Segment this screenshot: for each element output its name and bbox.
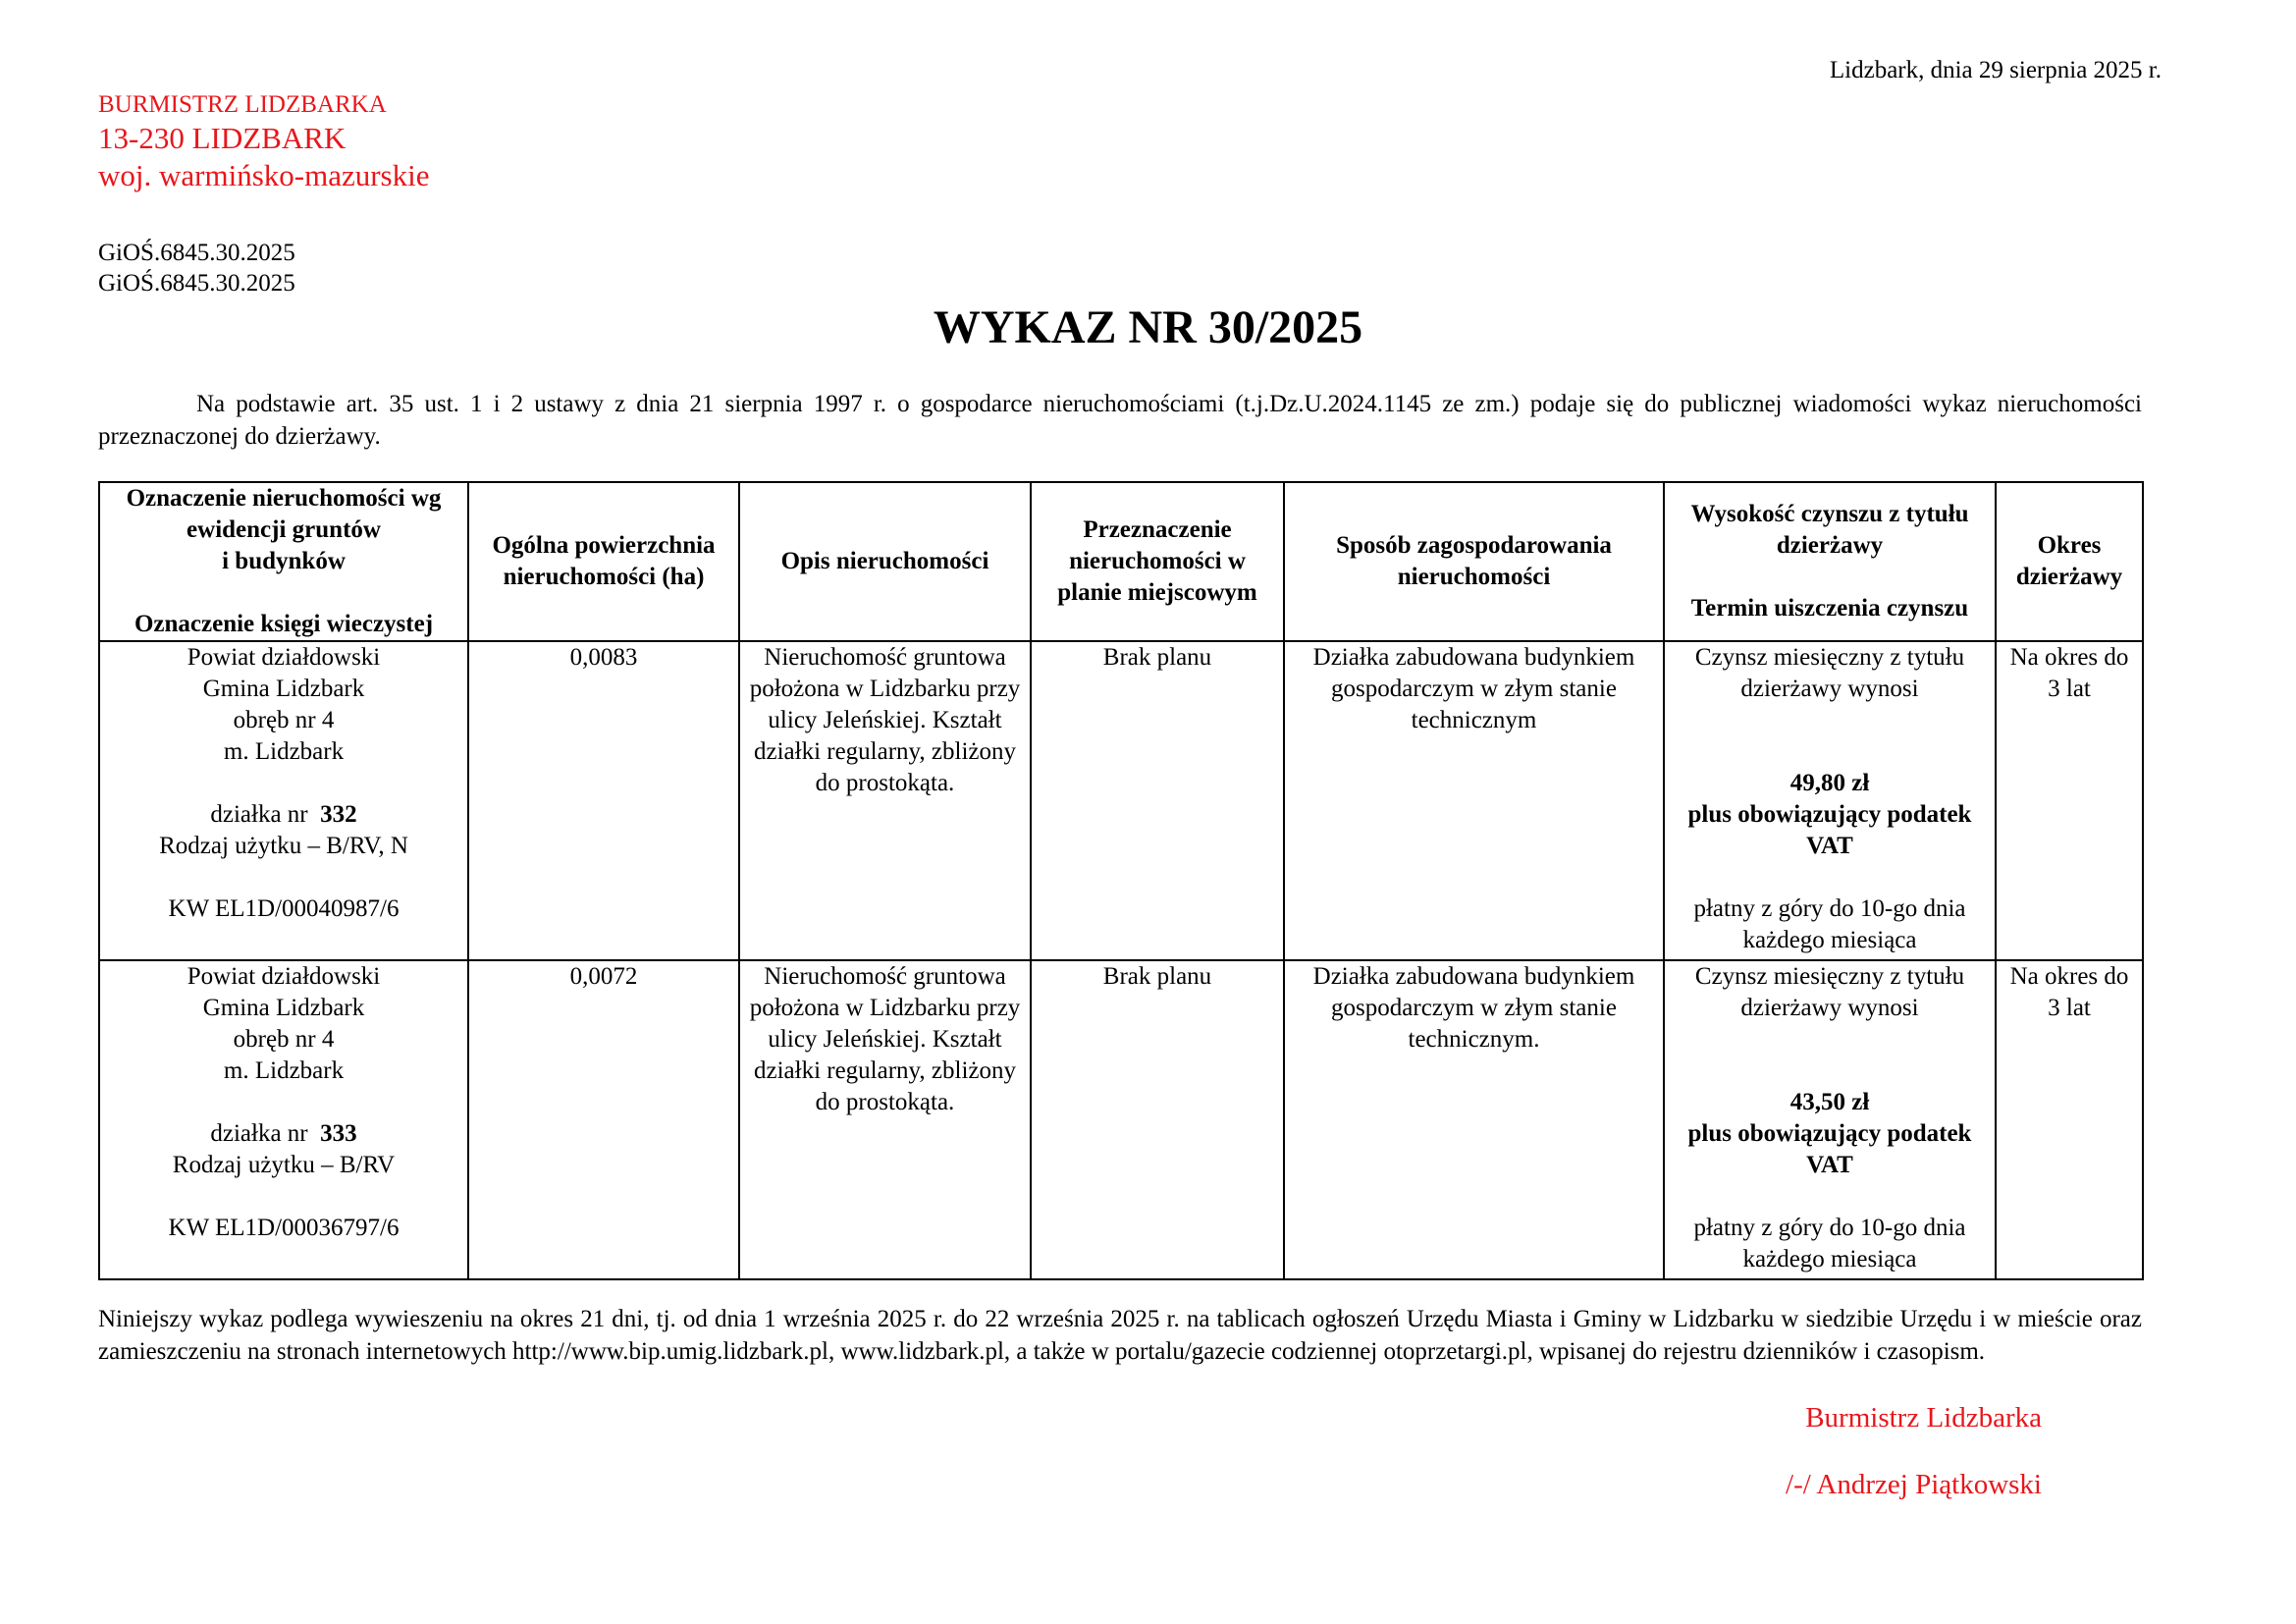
header-designation: Oznaczenie nieruchomości wg ewidencji gruntów i budynków Oznaczenie księgi wieczystej	[99, 482, 468, 641]
header-use: Sposób zagospodarowania nieruchomości	[1284, 482, 1664, 641]
signature-title: Burmistrz Lidzbarka	[1805, 1402, 2042, 1434]
cell-designation: Powiat działdowski Gmina Lidzbark obręb nr 4 m. Lidzbark działka nr 332 Rodzaj użytku – B/RV, N KW EL1D/00040987/6	[99, 641, 468, 960]
table-header-row	[99, 482, 2143, 641]
issuer-postal: 13-230 LIDZBARK	[98, 121, 347, 155]
cell-period: Na okres do 3 lat	[1996, 960, 2143, 1279]
issuer-office: BURMISTRZ LIDZBARKA	[98, 91, 387, 118]
cell-rent: Czynsz miesięczny z tytułu dzierżawy wynosi 49,80 zł plus obowiązujący podatek VAT płatny z góry do 10-go dnia każdego miesiąca	[1664, 641, 1996, 960]
header-description: Opis nieruchomości	[739, 482, 1031, 641]
reference-number: GiOŚ.6845.30.2025	[98, 270, 295, 297]
rent-amount: 49,80 zł	[1789, 770, 1870, 796]
footer-text: Niniejszy wykaz podlega wywieszeniu na okres 21 dni, tj. od dnia 1 września 2025 r. do 22 września 2025 r. na tablicach ogłoszeń Urzędu Miasta i Gminy w Lidzbarku w siedzibie Urzędu i w mieście oraz zamieszczeniu na stronach internetowych http://www.bip.umig.lidzbark.pl, www.lidzbark.pl, a także w portalu/gazecie codziennej otoprzetargi.pl, wpisanej do rejestru dzienników i czasopism.	[98, 1306, 2142, 1365]
cell-plan: Brak planu	[1031, 960, 1284, 1279]
table-row	[99, 960, 2143, 1279]
intro-text: Na podstawie art. 35 ust. 1 i 2 ustawy z dnia 21 sierpnia 1997 r. o gospodarce nieruchomościami (t.j.Dz.U.2024.1145 ze zm.) podaje się do publicznej wiadomości wykaz nieruchomości przeznaczonej do dzierżawy.	[98, 391, 2142, 450]
issuer-region: woj. warmińsko-mazurskie	[98, 158, 430, 192]
intro-paragraph	[98, 388, 2142, 453]
reference-numbers	[98, 238, 295, 298]
header-area: Ogólna powierzchnia nieruchomości (ha)	[468, 482, 739, 641]
reference-number: GiOŚ.6845.30.2025	[98, 240, 295, 266]
cell-area: 0,0083	[468, 641, 739, 960]
land-register-number: KW EL1D/00040987/6	[168, 895, 400, 922]
cell-plan: Brak planu	[1031, 641, 1284, 960]
cell-description: Nieruchomość gruntowa położona w Lidzbarku przy ulicy Jeleńskiej. Kształt działki regularny, zbliżony do prostokąta.	[739, 641, 1031, 960]
cell-designation: Powiat działdowski Gmina Lidzbark obręb nr 4 m. Lidzbark działka nr 333 Rodzaj użytku – B/RV KW EL1D/00036797/6	[99, 960, 468, 1279]
header-period: Okres dzierżawy	[1996, 482, 2143, 641]
cell-description: Nieruchomość gruntowa położona w Lidzbarku przy ulicy Jeleńskiej. Kształt działki regularny, zbliżony do prostokąta.	[739, 960, 1031, 1279]
cell-rent: Czynsz miesięczny z tytułu dzierżawy wynosi 43,50 zł plus obowiązujący podatek VAT płatny z góry do 10-go dnia każdego miesiąca	[1664, 960, 1996, 1279]
document-title: WYKAZ NR 30/2025	[933, 301, 1363, 353]
cell-use: Działka zabudowana budynkiem gospodarczym w złym stanie technicznym	[1284, 641, 1664, 960]
property-table	[98, 481, 2144, 1280]
header-rent: Wysokość czynszu z tytułu dzierżawy Termin uiszczenia czynszu	[1664, 482, 1996, 641]
cell-area: 0,0072	[468, 960, 739, 1279]
header-plan: Przeznaczenie nieruchomości w planie miejscowym	[1031, 482, 1284, 641]
issuer-header	[98, 90, 429, 194]
document-date: Lidzbark, dnia 29 sierpnia 2025 r.	[1829, 57, 2162, 83]
cell-period: Na okres do 3 lat	[1996, 641, 2143, 960]
table-row	[99, 641, 2143, 960]
parcel-number: 332	[320, 801, 357, 828]
footer-paragraph	[98, 1303, 2142, 1368]
signature-name: /-/ Andrzej Piątkowski	[1786, 1469, 2042, 1500]
land-register-number: KW EL1D/00036797/6	[168, 1215, 400, 1241]
rent-amount: 43,50 zł	[1789, 1089, 1870, 1115]
parcel-number: 333	[320, 1120, 357, 1147]
cell-use: Działka zabudowana budynkiem gospodarczym w złym stanie technicznym.	[1284, 960, 1664, 1279]
